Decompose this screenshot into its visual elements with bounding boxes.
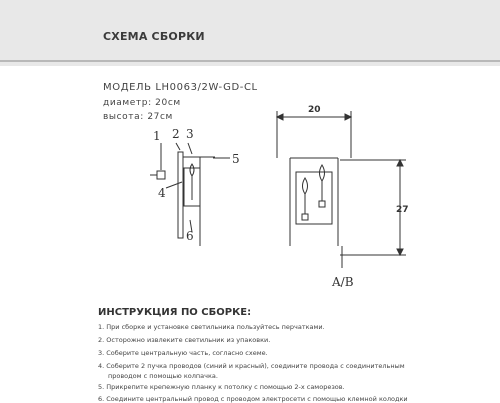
instruction-step: 3. Соберите центральную часть, согласно схеме. (98, 349, 268, 357)
variant-label: A/B (332, 275, 354, 289)
instructions-title: ИНСТРУКЦИЯ ПО СБОРКЕ: (98, 307, 252, 318)
instruction-step: 4. Соберите 2 пучка проводов (синий и красный), соедините провода с соединительным (98, 362, 405, 370)
height-label: 27 (396, 205, 409, 215)
wall-plate (178, 152, 183, 238)
socket-left (302, 214, 308, 220)
page-title: СХЕМА СБОРКИ (103, 30, 205, 43)
callout-2: 2 (172, 127, 180, 141)
callout-4: 4 (158, 186, 166, 200)
spec-height: высота: 27см (103, 112, 173, 122)
leader-line-4 (166, 182, 182, 188)
spec-model: МОДЕЛЬ LH0063/2W-GD-CL (103, 82, 258, 93)
height-arrow-bottom (397, 249, 403, 255)
instruction-step: 5. Прикрепите крепежную планку к потолку с помощью 2-х саморезов. (98, 383, 345, 391)
mounting-screw (157, 171, 165, 179)
socket-right (319, 201, 325, 207)
height-arrow-top (397, 160, 403, 166)
bulb-right-shape (320, 165, 325, 181)
callout-5: 5 (232, 152, 240, 166)
leader-line-2 (176, 143, 180, 150)
callout-3: 3 (186, 127, 194, 141)
instruction-step-continuation: проводом с помощью колпачка. (108, 372, 218, 380)
glass-panel (296, 172, 332, 224)
spec-diameter: диаметр: 20см (103, 98, 181, 108)
bulb-left-shape (303, 178, 308, 194)
front-view-diagram (277, 111, 406, 268)
callout-6: 6 (186, 229, 194, 243)
width-arrow-right (345, 114, 351, 120)
width-label: 20 (308, 105, 321, 115)
callout-1: 1 (153, 129, 161, 143)
width-arrow-left (277, 114, 283, 120)
instruction-step: 2. Осторожно извлеките светильник из упаковки. (98, 336, 271, 344)
instruction-step: 6. Соедините центральный провод с проводом электросети с помощью клемной колодки (98, 395, 408, 403)
bulb-shape (190, 164, 194, 176)
leader-line-3 (188, 143, 192, 154)
instruction-step: 1. При сборке и установке светильника пользуйтесь перчатками. (98, 323, 325, 331)
